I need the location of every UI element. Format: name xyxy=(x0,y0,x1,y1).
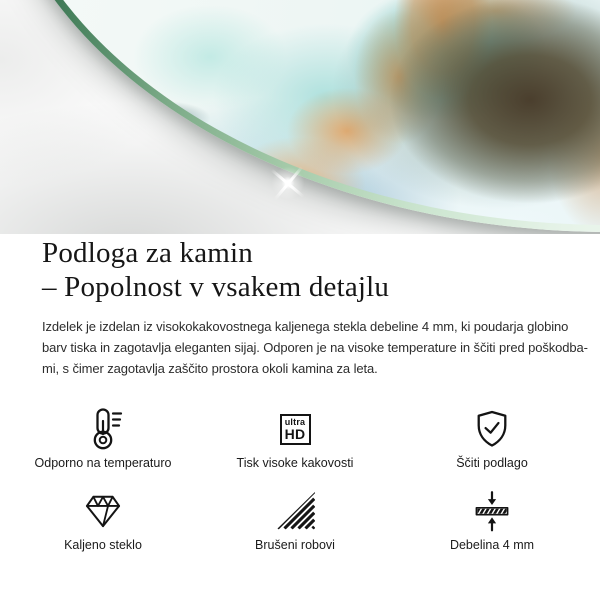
feature-ground-edges xyxy=(196,487,394,553)
description-line: Izdelek je izdelan iz visokokakovostnega kaljenega stekla debeline 4 mm, ki poudarja globino xyxy=(42,319,569,334)
feature-temperature xyxy=(10,405,196,471)
feature-label: Ščiti podlago xyxy=(456,456,528,470)
description-line: mi, s čimer zagotavlja zaščito prostora okoli kamina za leta. xyxy=(42,361,378,376)
diamond-icon xyxy=(80,489,126,533)
feature-thickness xyxy=(394,487,590,553)
product-description-section xyxy=(0,234,600,379)
feature-print-quality xyxy=(196,405,394,471)
feature-protection xyxy=(394,405,590,471)
thickness-icon xyxy=(470,488,514,534)
description-line: barv tiska in zagotavlja eleganten sijaj. Odporen je na visoke temperature in ščiti pred poškodba- xyxy=(42,340,588,355)
ultra-hd-icon-text-bottom: HD xyxy=(284,425,306,442)
feature-label: Odporno na temperaturo xyxy=(34,456,172,470)
product-description xyxy=(42,316,588,379)
feature-tempered-glass xyxy=(10,487,196,553)
feature-label: Tisk visoke kakovosti xyxy=(236,456,354,470)
product-image xyxy=(0,0,600,234)
feature-grid xyxy=(0,405,600,553)
page-title-line1: Podloga za kamin xyxy=(42,237,253,269)
page-title-line2: – Popolnost v vsakem detajlu xyxy=(42,271,390,303)
shield-check-icon xyxy=(470,407,514,451)
page-title xyxy=(42,234,558,304)
feature-label: Debelina 4 mm xyxy=(449,538,535,552)
ultra-hd-icon xyxy=(280,414,311,445)
feature-label: Brušeni robovi xyxy=(255,538,335,552)
thermometer-icon xyxy=(79,405,127,453)
beveled-edge-icon xyxy=(274,490,316,532)
ultra-hd-icon-text-top: ultra xyxy=(284,416,306,427)
feature-label: Kaljeno steklo xyxy=(64,538,142,552)
